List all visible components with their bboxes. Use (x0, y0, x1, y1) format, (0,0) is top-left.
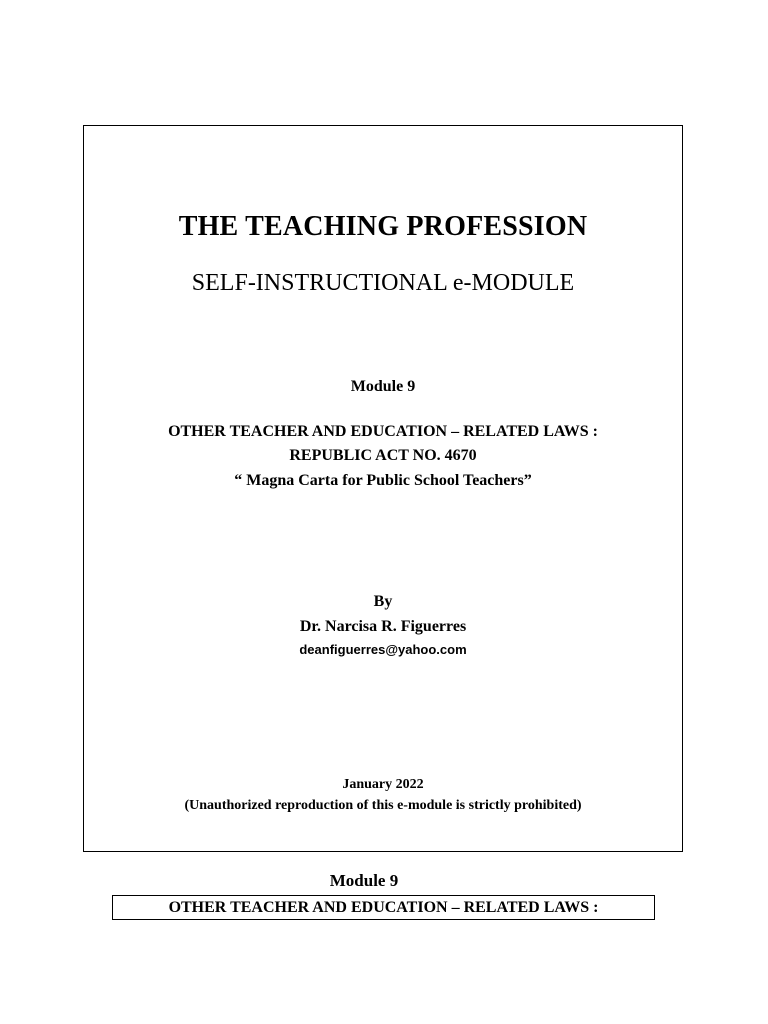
author-email: deanfiguerres@yahoo.com (299, 642, 467, 657)
publication-date: January 2022 (342, 777, 424, 792)
document-subtitle: SELF-INSTRUCTIONAL e-MODULE (191, 270, 575, 296)
topic-line-2: REPUBLIC ACT NO. 4670 (289, 447, 477, 464)
by-label: By (373, 593, 393, 610)
document-title: THE TEACHING PROFESSION (178, 211, 588, 242)
next-page-boxed-title: OTHER TEACHER AND EDUCATION – RELATED LAWS : (112, 895, 655, 920)
next-page-module-heading: Module 9 (329, 871, 399, 890)
module-number: Module 9 (350, 378, 416, 395)
cover-page-frame (83, 125, 683, 852)
copyright-notice: (Unauthorized reproduction of this e-module is strictly prohibited) (184, 798, 582, 813)
topic-line-1: OTHER TEACHER AND EDUCATION – RELATED LAWS : (168, 423, 598, 440)
author-name: Dr. Narcisa R. Figuerres (299, 618, 467, 635)
topic-line-3: “ Magna Carta for Public School Teachers” (234, 472, 532, 489)
